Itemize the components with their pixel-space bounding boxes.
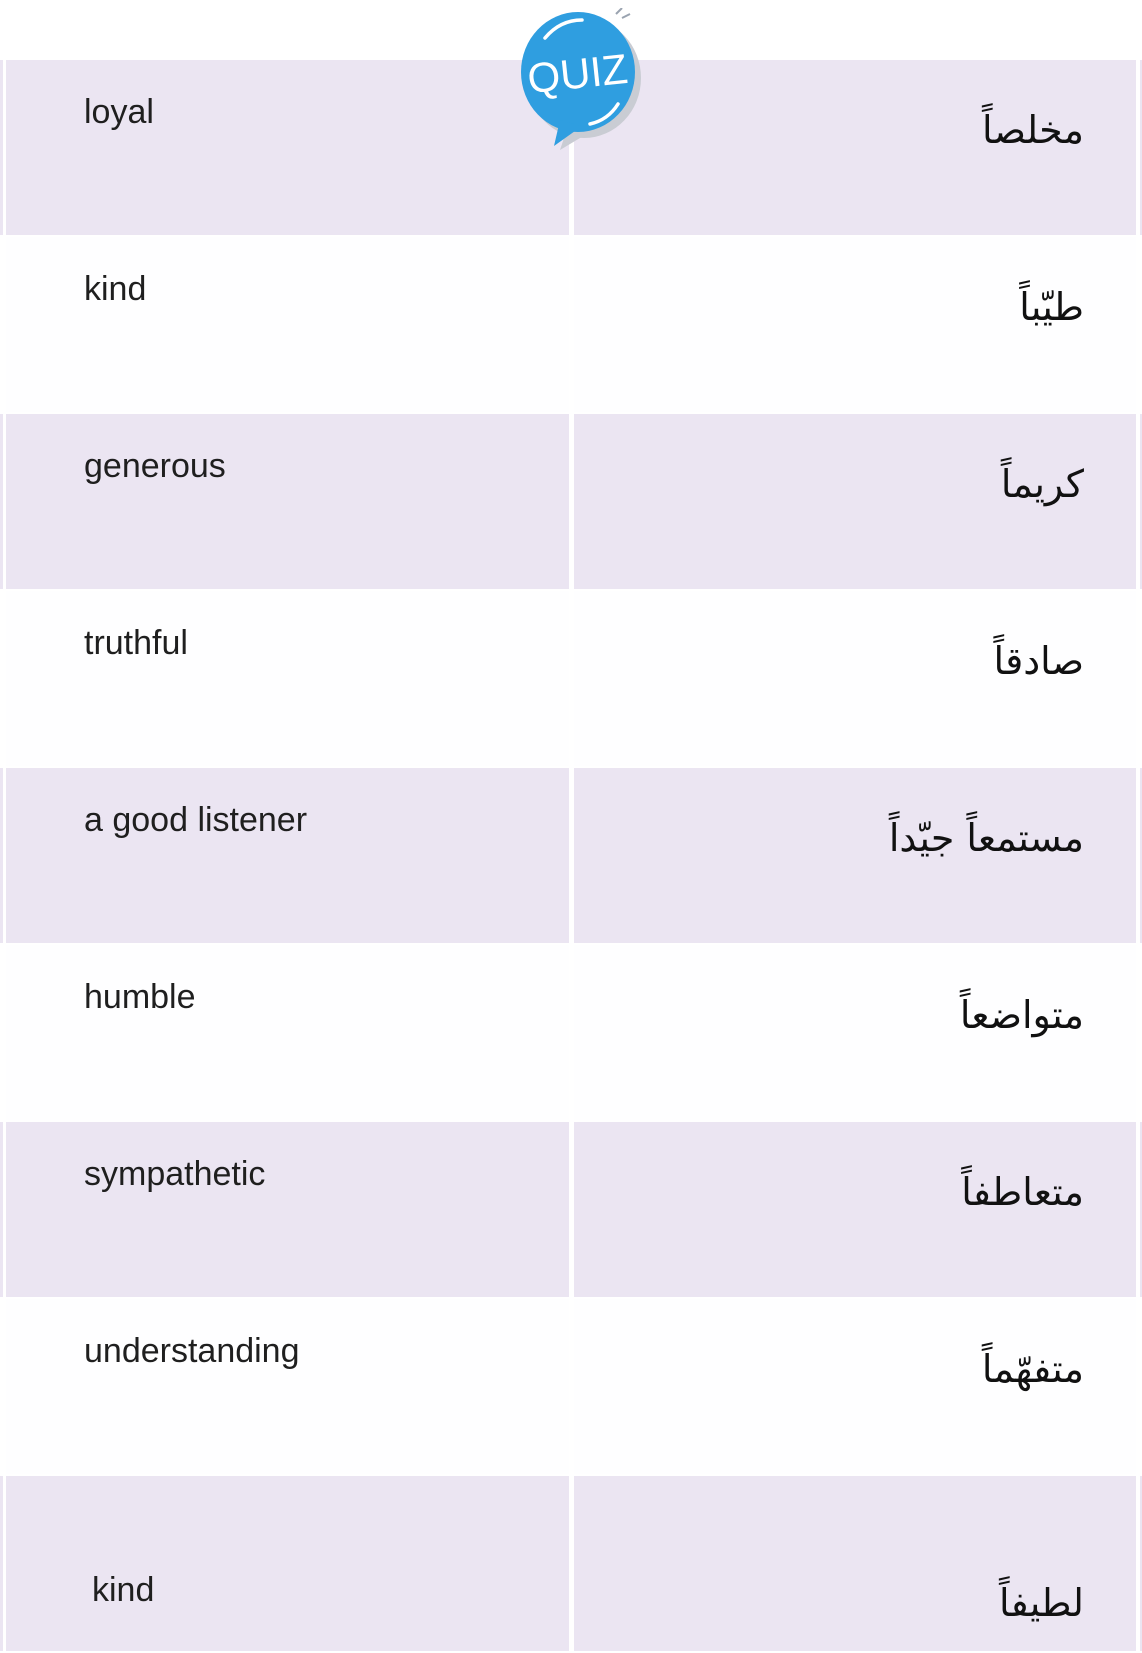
english-cell bbox=[6, 414, 569, 589]
table-row bbox=[0, 414, 1142, 589]
vocabulary-table bbox=[0, 60, 1142, 1653]
arabic-word: مستمعاً جيّداً bbox=[888, 816, 1084, 860]
arabic-word: مخلصاً bbox=[982, 108, 1084, 152]
arabic-cell bbox=[574, 237, 1136, 412]
english-word: sympathetic bbox=[84, 1155, 266, 1193]
arabic-cell bbox=[574, 1122, 1136, 1297]
english-word: truthful bbox=[84, 624, 188, 662]
arabic-word: طيّباً bbox=[1019, 285, 1084, 329]
arabic-word: متواضعاً bbox=[959, 993, 1084, 1037]
table-row bbox=[0, 945, 1142, 1120]
table-row bbox=[0, 1122, 1142, 1297]
quiz-label: QUIZ bbox=[525, 44, 630, 103]
row-edge bbox=[0, 1476, 3, 1651]
english-word: generous bbox=[84, 447, 226, 485]
english-cell bbox=[6, 60, 569, 235]
row-edge bbox=[0, 1122, 3, 1297]
english-word: a good listener bbox=[84, 801, 308, 839]
english-word: kind bbox=[84, 270, 147, 308]
english-word: loyal bbox=[84, 93, 154, 131]
arabic-cell bbox=[574, 60, 1136, 235]
arabic-cell bbox=[574, 1476, 1136, 1651]
speech-bubble-icon bbox=[520, 8, 645, 153]
quiz-badge bbox=[520, 8, 645, 153]
arabic-word: صادقاً bbox=[993, 639, 1084, 683]
table-row bbox=[0, 1299, 1142, 1474]
english-cell bbox=[6, 237, 569, 412]
arabic-cell bbox=[574, 591, 1136, 766]
english-cell bbox=[6, 1122, 569, 1297]
row-edge bbox=[0, 60, 3, 235]
row-edge bbox=[0, 768, 3, 943]
table-row bbox=[0, 1476, 1142, 1651]
arabic-cell bbox=[574, 945, 1136, 1120]
english-cell bbox=[6, 591, 569, 766]
english-cell bbox=[6, 945, 569, 1120]
arabic-cell bbox=[574, 768, 1136, 943]
table-row bbox=[0, 768, 1142, 943]
arabic-word: كريماً bbox=[1000, 462, 1084, 506]
arabic-cell bbox=[574, 414, 1136, 589]
table-row bbox=[0, 237, 1142, 412]
english-word: humble bbox=[84, 978, 196, 1016]
english-word: kind bbox=[92, 1571, 155, 1609]
table-row bbox=[0, 591, 1142, 766]
row-edge bbox=[0, 414, 3, 589]
english-cell bbox=[6, 768, 569, 943]
arabic-word: متفهّماً bbox=[981, 1347, 1084, 1391]
arabic-cell bbox=[574, 1299, 1136, 1474]
english-cell bbox=[6, 1299, 569, 1474]
arabic-word: لطيفاً bbox=[998, 1581, 1084, 1625]
english-cell bbox=[6, 1476, 569, 1651]
arabic-word: متعاطفاً bbox=[961, 1170, 1084, 1214]
english-word: understanding bbox=[84, 1332, 300, 1370]
